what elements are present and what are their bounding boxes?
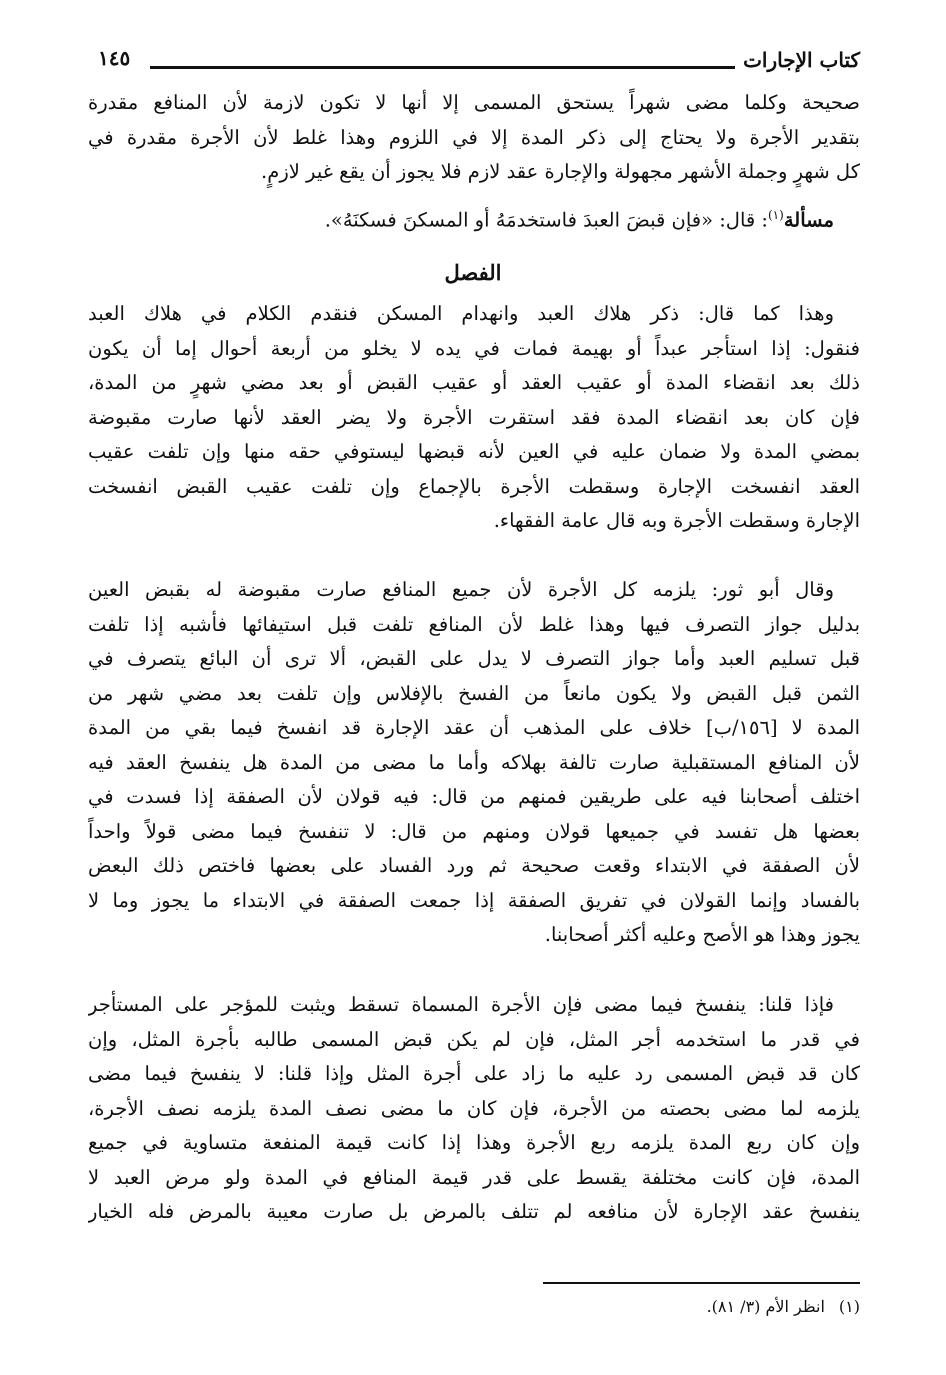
section-heading: الفصل [444,260,502,285]
text-line: لأن المنافع المستقبلية صارت تالفة بهلاكه وأما ما مضى من المدة هل ينفسخ العقد فيه [88,750,860,774]
text-line: قبل تسليم العبد وأما جواز التصرف لا يدل على القبض، ألا ترى أن البائع يتصرف في [88,647,860,670]
footnote-ref: (١) [767,208,784,222]
footnote [707,1293,860,1321]
text-line: المدة، فإن كانت مختلفة يقسط على قدر قيمة المنافع في المدة ولو مرض العبد لا [88,1165,860,1189]
masala-label: مسألة [783,208,834,232]
text-line: ذلك بعد انقضاء المدة أو عقيب العقد أو عقيب القبض أو بعد مضي شهرٍ من المدة، [88,371,860,394]
text-line: الإجارة وسقطت الأجرة وبه قال عامة الفقهاء. [493,509,860,532]
text-line: كل شهرٍ وجملة الأشهر مجهولة والإجارة عقد لازم فلا يجوز أن يقع غير لازمٍ. [261,160,860,183]
text-line: وهذا كما قال: ذكر هلاك العبد وانهدام المسكن فنقدم الكلام في هلاك العبد [88,302,834,325]
footnote-number: (١) [838,1297,860,1316]
page-number: ١٤٥ [98,46,131,70]
text-line: اختلف أصحابنا فيه على طريقين فمنهم من قال: فيه قولان لأن الصفقة إذا فسدت في [88,785,860,808]
text-line: المدة لا [١٥٦/ب] خلاف على المذهب أن عقد الإجارة قد انفسخ فيما بقي من المدة [88,716,860,739]
paragraph-2 [88,297,860,539]
paragraph-1 [88,86,860,190]
header-rule [150,66,735,69]
text-line: بدليل جواز التصرف فيها وهذا غلط لأن المنافع تلفت قبل استيفائها فأشبه إذا تلفت [88,612,860,636]
masala-text: : قال: «فإن قبضَ العبدَ فاستخدمَهُ أو المسكنَ فسكنَهُ». [324,208,768,232]
text-line: فنقول: إذا استأجر عبداً أو بهيمة فمات في يده لا يخلو من أربعة أحوال إما أن يكون [88,336,860,360]
text-line: فإذا قلنا: ينفسخ فيما مضى فإن الأجرة المسماة تسقط ويثبت للمؤجر على المستأجر [88,993,834,1016]
text-line: في قدر ما استخدمه أجر المثل، فإن لم يكن قبض المسمى طالبه بأجرة المثل، وإن [88,1027,860,1051]
text-line: صحيحة وكلما مضى شهراً يستحق المسمى إلا أنها لا تكون لازمة لأن المنافع مقدرة [88,91,860,114]
text-line: ينفسخ عقد الإجارة لأن منافعه لم تتلف بالمرض بل صارت معيبة بالمرض فله الخيار [88,1200,860,1223]
text-line: بمضي المدة ولا ضمان عليه في العين لأنه قبضها ليستوفي حقه منها وإن تلفت عقيب [88,440,860,463]
text-line: يجوز وهذا هو الأصح وعليه أكثر أصحابنا. [544,923,860,946]
running-header-title: كتاب الإجارات [743,48,860,72]
text-line: الثمن قبل القبض ولا يكون مانعاً من الفسخ بالإفلاس وإن تلفت بعد مضي شهر من [88,681,860,705]
text-line: بالفساد وإنما القولان في تفريق الصفقة إذا جمعت الصفقة في الابتداء ما يجوز وما لا [88,888,860,912]
text-line: العقد انفسخت الإجارة وسقطت الأجرة بالإجماع وإن تلفت عقيب القبض انفسخت [88,474,860,498]
masala-line [325,198,860,238]
text-line: كان قد قبض المسمى رد عليه ما زاد على أجرة المثل وإذا قلنا: لا ينفسخ فيما مضى [88,1062,860,1085]
text-line: يلزمه لما مضى بحصته من الأجرة، فإن كان ما مضى نصف المدة يلزمه نصف الأجرة، [88,1096,860,1120]
text-line: بعضها هل تفسد في جميعها قولان ومنهم من قال: لا تنفسخ فيما مضى قولاً واحداً [88,819,860,843]
text-line: لأن الصفقة في الابتداء وقعت صحيحة ثم ورد الفساد على بعضها فاختص ذلك البعض [88,854,860,877]
paragraph-3 [88,573,860,953]
paragraph-4 [88,988,860,1230]
text-line: وإن كان ربع المدة يلزمه ربع الأجرة وهذا إذا كانت قيمة المنفعة متساوية في جميع [88,1131,860,1154]
text-line: بتقدير الأجرة ولا يحتاج إلى ذكر المدة إلا في اللزوم وهذا غلط لأن الأجرة مقدرة في [88,125,860,149]
footnote-text: انظر الأم (٣/ ٨١). [706,1297,825,1316]
text-line: فإن كان بعد انقضاء المدة فقد استقرت الأجرة ولا يضر العقد لأنها صارت مقبوضة [88,405,860,429]
footnote-rule [543,1282,860,1284]
text-line: وقال أبو ثور: يلزمه كل الأجرة لأن جميع المنافع صارت مقبوضة له بقبض العين [88,578,834,601]
